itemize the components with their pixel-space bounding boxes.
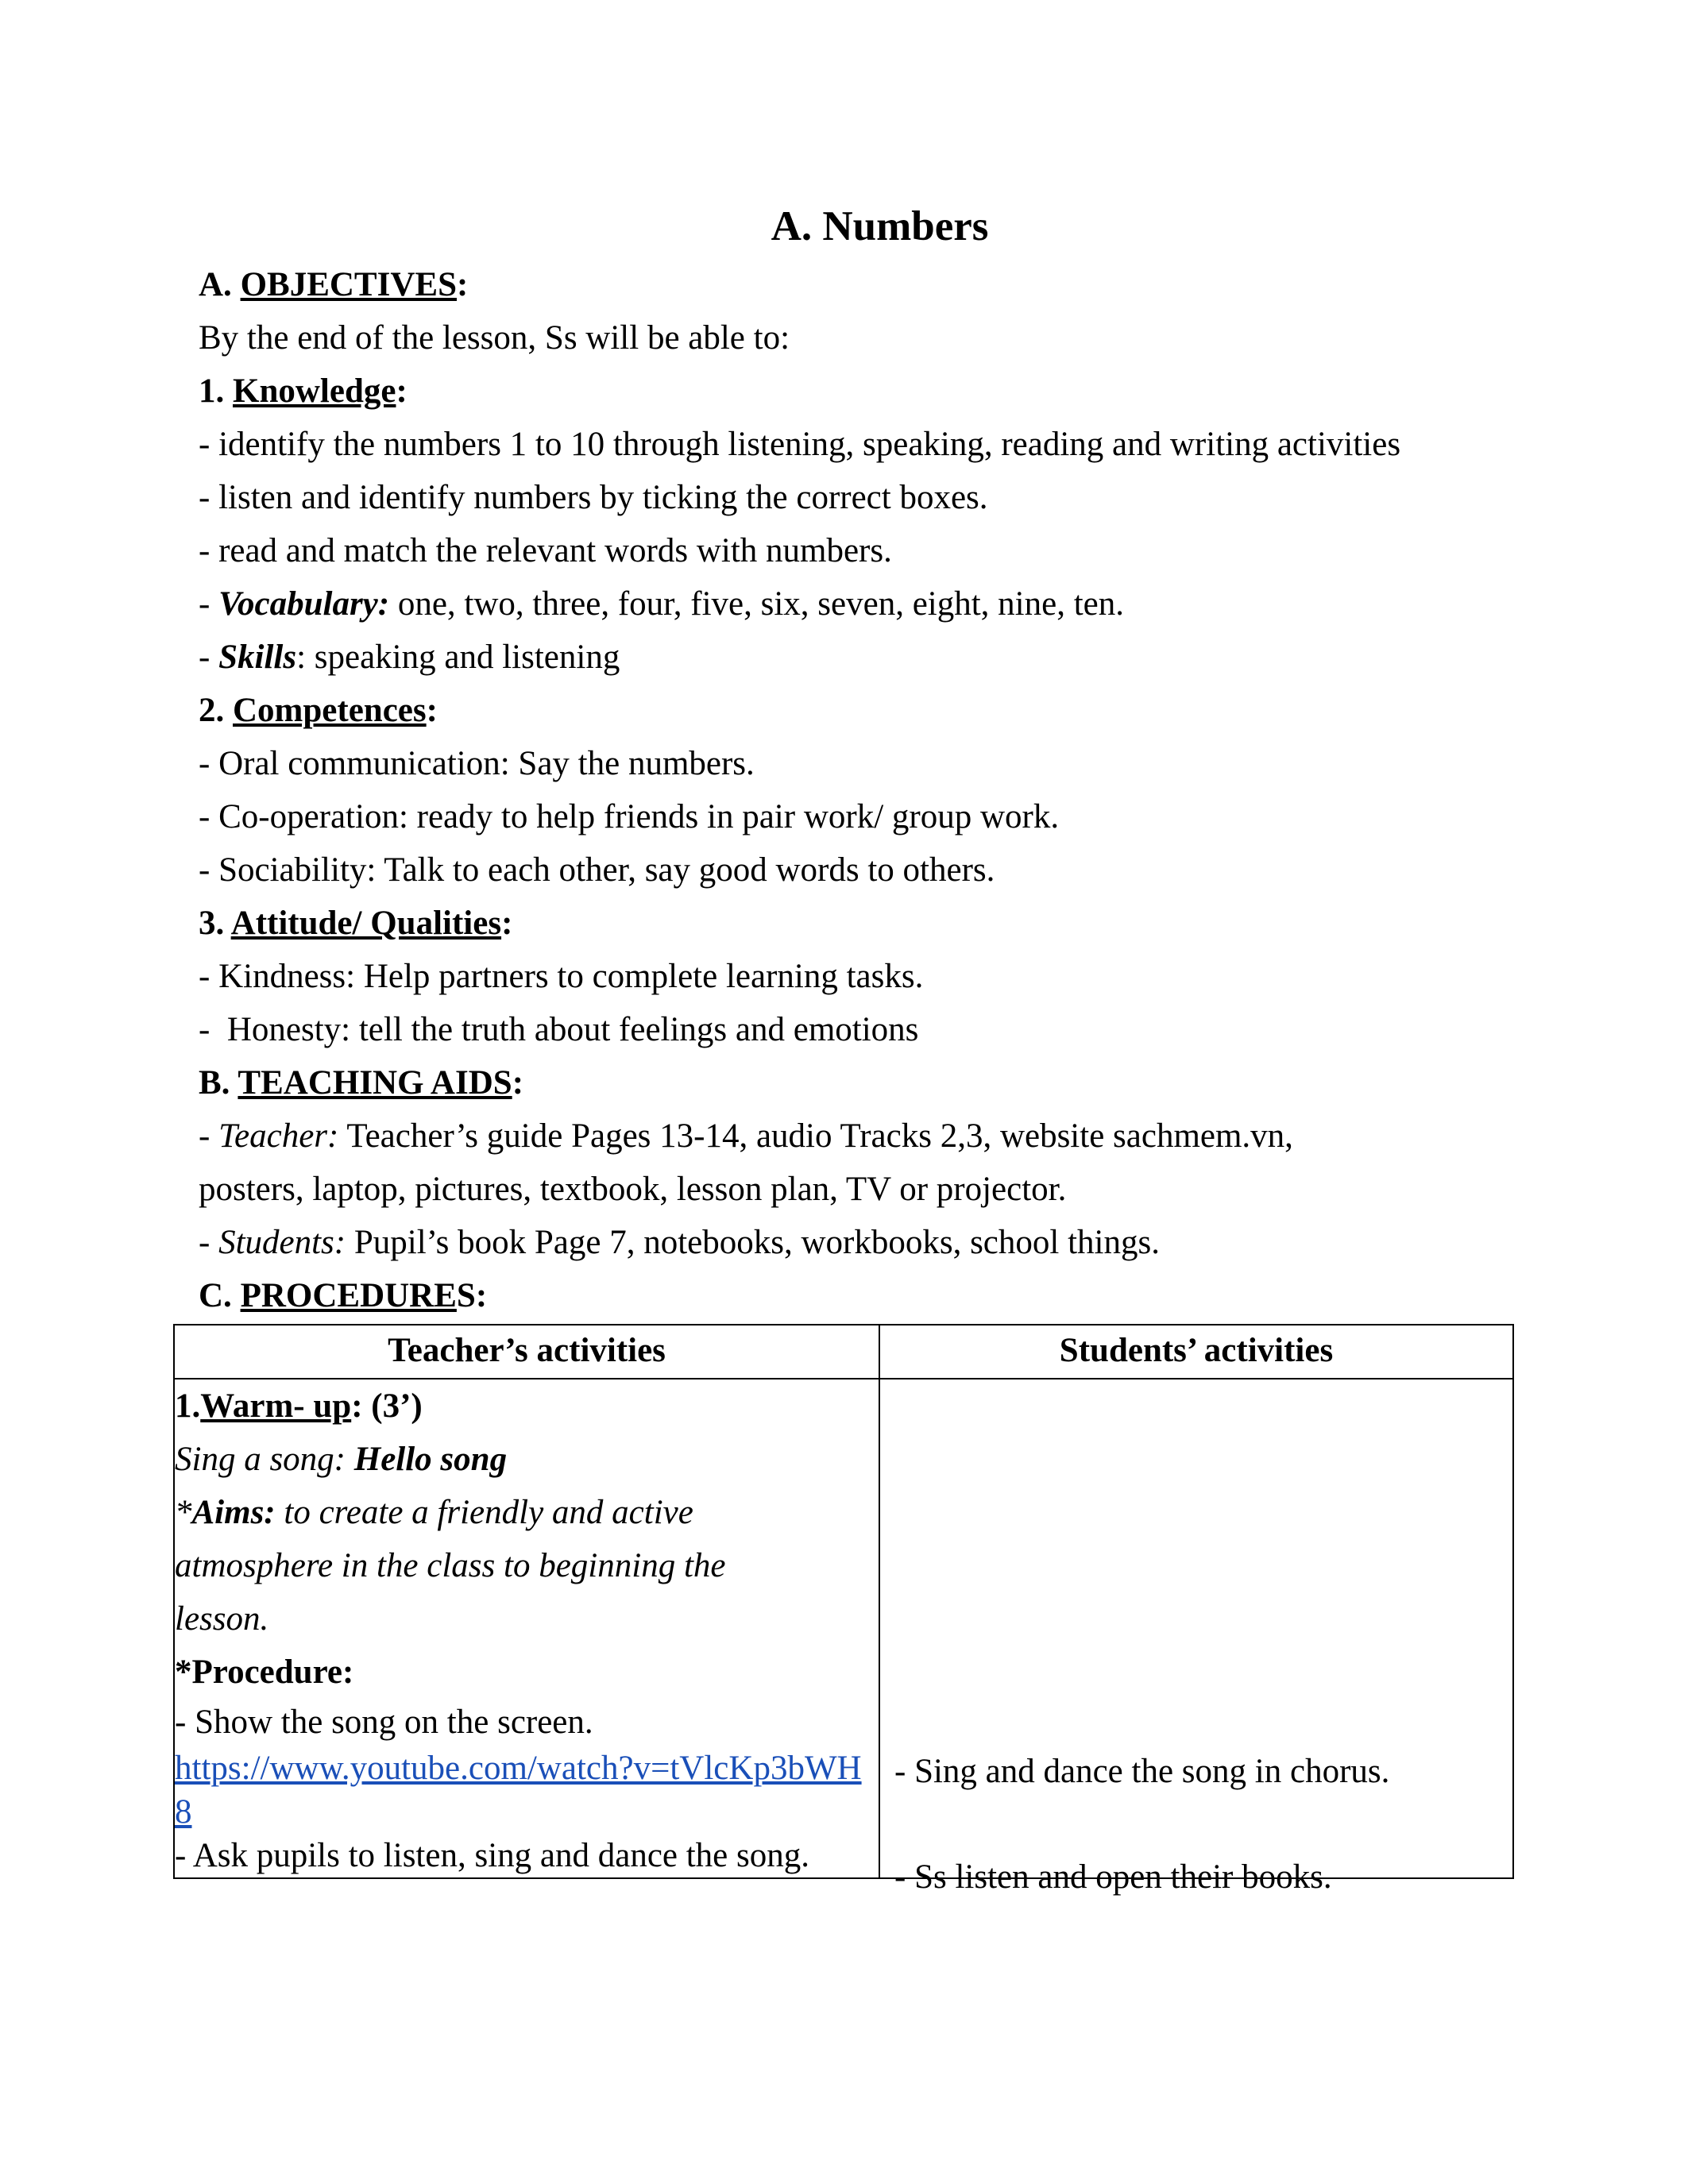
- teaching-aids-heading: [199, 1056, 1565, 1109]
- procedures-prefix: C.: [199, 1277, 241, 1314]
- youtube-link[interactable]: https://www.youtube.com/watch?v=tVlcKp3bWH8: [175, 1750, 862, 1831]
- competences-heading-text: Competences: [233, 692, 427, 729]
- students-aids-line: [199, 1216, 1565, 1269]
- knowledge-heading-text: Knowledge: [233, 372, 396, 410]
- skills-dash: -: [199, 639, 219, 676]
- students-label: Students:: [218, 1224, 346, 1261]
- attitude-item: - Kindness: Help partners to complete learning tasks.: [199, 958, 924, 995]
- page-title: A. Numbers: [771, 203, 989, 249]
- attitude-heading: [199, 897, 1565, 950]
- vocabulary-line: [199, 577, 1565, 631]
- attitude-heading-text: Attitude/ Qualities: [230, 905, 502, 942]
- skills-text: : speaking and listening: [296, 639, 620, 676]
- knowledge-item: - read and match the relevant words with numbers.: [199, 532, 892, 569]
- competences-heading: [199, 684, 1565, 737]
- song-name: Hello song: [353, 1441, 508, 1478]
- objectives-colon: :: [457, 266, 469, 303]
- vocab-text: one, two, three, four, five, six, seven, eight, nine, ten.: [389, 585, 1124, 623]
- step-show-song: - Show the song on the screen.: [175, 1704, 593, 1741]
- knowledge-item: - listen and identify numbers by ticking the correct boxes.: [199, 479, 988, 516]
- students-activities-cell: [879, 1379, 1513, 1896]
- song-label: Sing a song:: [175, 1441, 354, 1478]
- song-line: [175, 1433, 879, 1486]
- student-step-sing: - Sing and dance the song in chorus.: [894, 1753, 1390, 1790]
- teacher-aids-line: [199, 1109, 1565, 1163]
- procedure-label: *Procedure:: [175, 1653, 354, 1691]
- teaching-aids-prefix: B.: [199, 1064, 238, 1102]
- teaching-aids-colon: :: [512, 1064, 524, 1102]
- procedures-table: [173, 1324, 1514, 1896]
- objectives-intro: By the end of the lesson, Ss will be able to:: [199, 319, 790, 357]
- teacher-activities-header: Teacher’s activities: [174, 1325, 879, 1379]
- attitude-item: - Honesty: tell the truth about feelings and emotions: [199, 1011, 919, 1048]
- procedures-heading: [199, 1269, 1565, 1322]
- objectives-heading-text: OBJECTIVES: [240, 266, 457, 303]
- knowledge-colon: :: [396, 372, 408, 410]
- vocab-dash: -: [199, 585, 219, 623]
- attitude-num: 3.: [199, 905, 231, 942]
- student-step-open-books: - Ss listen and open their books.: [894, 1858, 1332, 1896]
- teaching-aids-heading-text: TEACHING AIDS: [238, 1064, 512, 1102]
- table-row: [174, 1379, 1513, 1878]
- knowledge-heading: [199, 365, 1565, 418]
- lesson-body: [199, 258, 1565, 1322]
- students-aids-text: Pupil’s book Page 7, notebooks, workbooks, school things.: [346, 1224, 1160, 1261]
- teacher-label: Teacher:: [218, 1117, 339, 1155]
- students-dash: -: [199, 1224, 219, 1261]
- warmup-time: : (3’): [351, 1387, 423, 1425]
- warmup-heading: [175, 1379, 879, 1433]
- skills-line: [199, 631, 1565, 684]
- attitude-colon: :: [501, 905, 513, 942]
- teacher-activities-cell: [174, 1379, 879, 1878]
- knowledge-num: 1.: [199, 372, 233, 410]
- competences-item: - Sociability: Talk to each other, say good words to others.: [199, 851, 995, 889]
- objectives-prefix: A.: [199, 266, 241, 303]
- competences-item: - Co-operation: ready to help friends in pair work/ group work.: [199, 798, 1060, 835]
- teacher-dash: -: [199, 1117, 219, 1155]
- competences-num: 2.: [199, 692, 233, 729]
- table-header-row: [174, 1325, 1513, 1379]
- teacher-aids-line-2: posters, laptop, pictures, textbook, lesson plan, TV or projector.: [199, 1171, 1067, 1208]
- teacher-aids-text: Teacher’s guide Pages 13-14, audio Tracks 2,3, website sachmem.vn,: [338, 1117, 1293, 1155]
- competences-item: - Oral communication: Say the numbers.: [199, 745, 755, 782]
- warmup-heading-text: Warm- up: [200, 1387, 352, 1425]
- aims-line-3: lesson.: [175, 1600, 269, 1638]
- skills-label: Skills: [218, 639, 297, 676]
- vocab-label: Vocabulary:: [218, 585, 390, 623]
- procedures-heading-text: PROCEDURE: [240, 1277, 457, 1314]
- aims-text: to create a friendly and active: [275, 1494, 693, 1531]
- aims-line-2: atmosphere in the class to beginning the: [175, 1547, 726, 1584]
- competences-colon: :: [426, 692, 438, 729]
- aims-star: *: [175, 1494, 192, 1531]
- procedures-heading-tail: S:: [456, 1277, 488, 1314]
- warmup-num: 1.: [175, 1387, 201, 1425]
- aims-label: Aims:: [191, 1494, 276, 1531]
- step-ask-pupils: - Ask pupils to listen, sing and dance the song.: [175, 1837, 810, 1874]
- knowledge-item: - identify the numbers 1 to 10 through listening, speaking, reading and writing activities: [199, 426, 1401, 463]
- students-activities-header: Students’ activities: [879, 1325, 1513, 1379]
- aims-line: [175, 1486, 879, 1539]
- objectives-heading: [199, 258, 1565, 311]
